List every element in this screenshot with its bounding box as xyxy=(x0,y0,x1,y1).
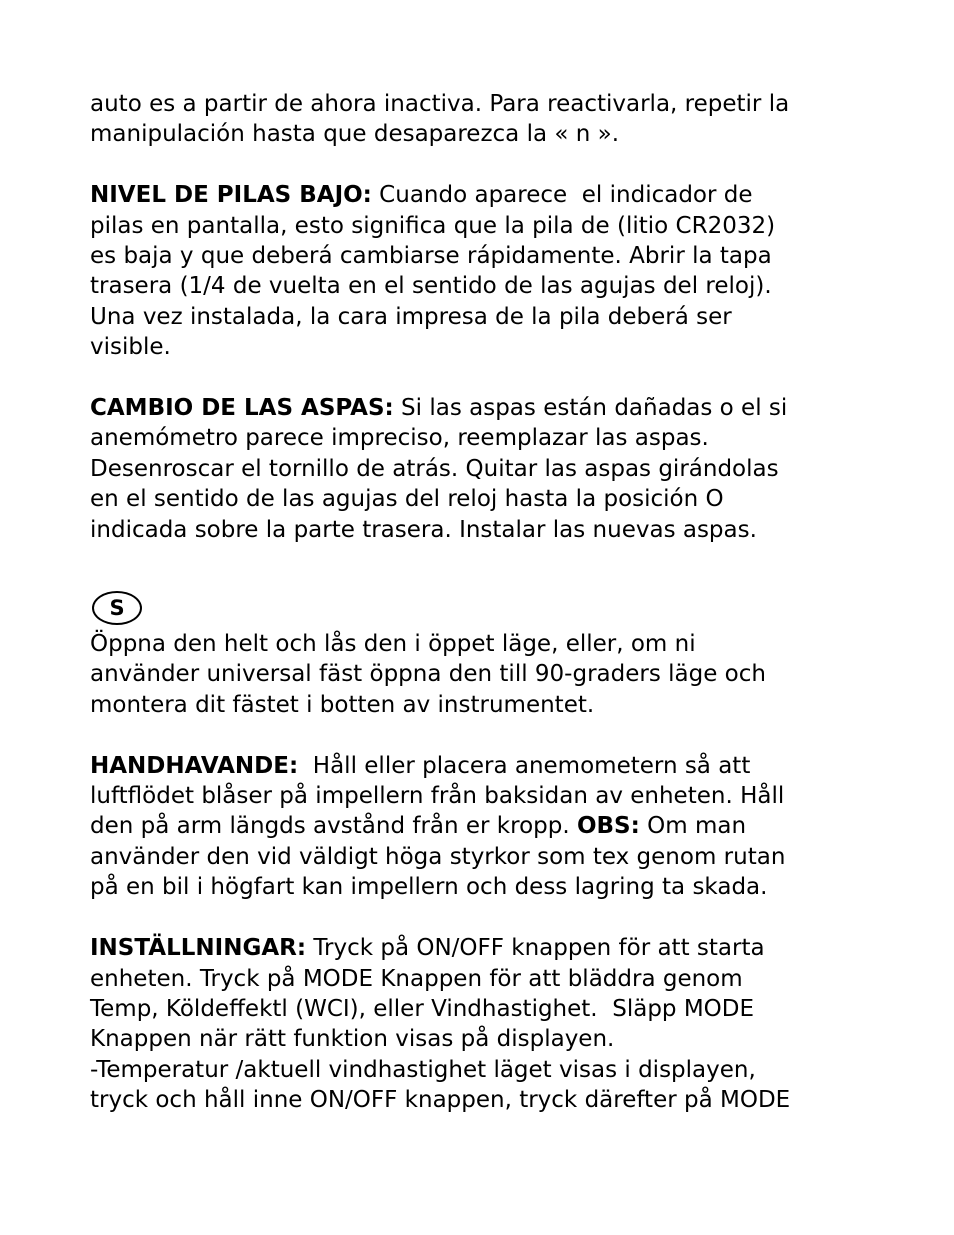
paragraph-spacer xyxy=(90,363,890,393)
sv-obs-label: OBS: xyxy=(576,813,640,840)
es-low-battery-paragraph xyxy=(90,180,890,362)
sv-settings-paragraph xyxy=(90,933,890,1115)
es-low-battery-text: Cuando aparece el indicador de pilas en pantalla, esto significa que la pila de (litio CR2032) es baja y que deberá cambiarse rápidamente. Abrir la tapa trasera (1/4 de vuelta en el sentido de las agujas del reloj). Una vez instalada, la cara impresa de la pila deberá ser visible. xyxy=(90,182,776,361)
sv-handling-paragraph xyxy=(90,751,890,903)
paragraph-spacer xyxy=(90,903,890,933)
sv-settings-heading: INSTÄLLNINGAR: xyxy=(90,935,307,962)
paragraph-spacer xyxy=(90,150,890,180)
section-spacer xyxy=(90,545,890,591)
sv-handling-text-1: Håll eller placera anemometern så att luftflödet blåser på impellern från baksidan av enheten. Håll den på arm längds avstånd från er kropp. xyxy=(90,752,785,840)
swedish-language-badge: S xyxy=(92,591,142,625)
es-intro-paragraph: auto es a partir de ahora inactiva. Para reactivarla, repetir la manipulación hasta que desaparezca la « n ». xyxy=(90,91,790,148)
sv-intro-paragraph: Öppna den helt och lås den i öppet läge, eller, om ni använder universal fäst öppna den till 90-graders läge och montera dit fästet i botten av instrumentet. xyxy=(90,631,766,718)
sv-settings-text: Tryck på ON/OFF knappen för att starta enheten. Tryck på MODE Knappen för att bläddra genom Temp, Köldeffektl (WCI), eller Vindhastighet. Släpp MODE Knappen när rätt funktion visas på displayen. -Temperatur /aktuell vindhastighet läget visas i displayen, tryck och håll inne ON/OFF knappen, tryck därefter på MODE xyxy=(90,935,791,1114)
es-low-battery-heading: NIVEL DE PILAS BAJO: xyxy=(90,182,372,209)
paragraph-spacer xyxy=(90,720,890,750)
sv-handling-heading: HANDHAVANDE: xyxy=(90,752,299,779)
manual-page xyxy=(90,89,890,1116)
es-blade-change-heading: CAMBIO DE LAS ASPAS: xyxy=(90,395,394,422)
es-blade-change-paragraph xyxy=(90,393,890,545)
sv-handling-text-2: Om man använder den vid väldigt höga styrkor som tex genom rutan på en bil i högfart kan impellern och dess lagring ta skada. xyxy=(90,813,786,901)
es-blade-change-text: Si las aspas están dañadas o el si anemómetro parece impreciso, reemplazar las aspas. Desenroscar el tornillo de atrás. Quitar las aspas girándolas en el sentido de las agujas del reloj hasta la posición O indicada sobre la parte trasera. Instalar las nuevas aspas. xyxy=(90,395,788,543)
